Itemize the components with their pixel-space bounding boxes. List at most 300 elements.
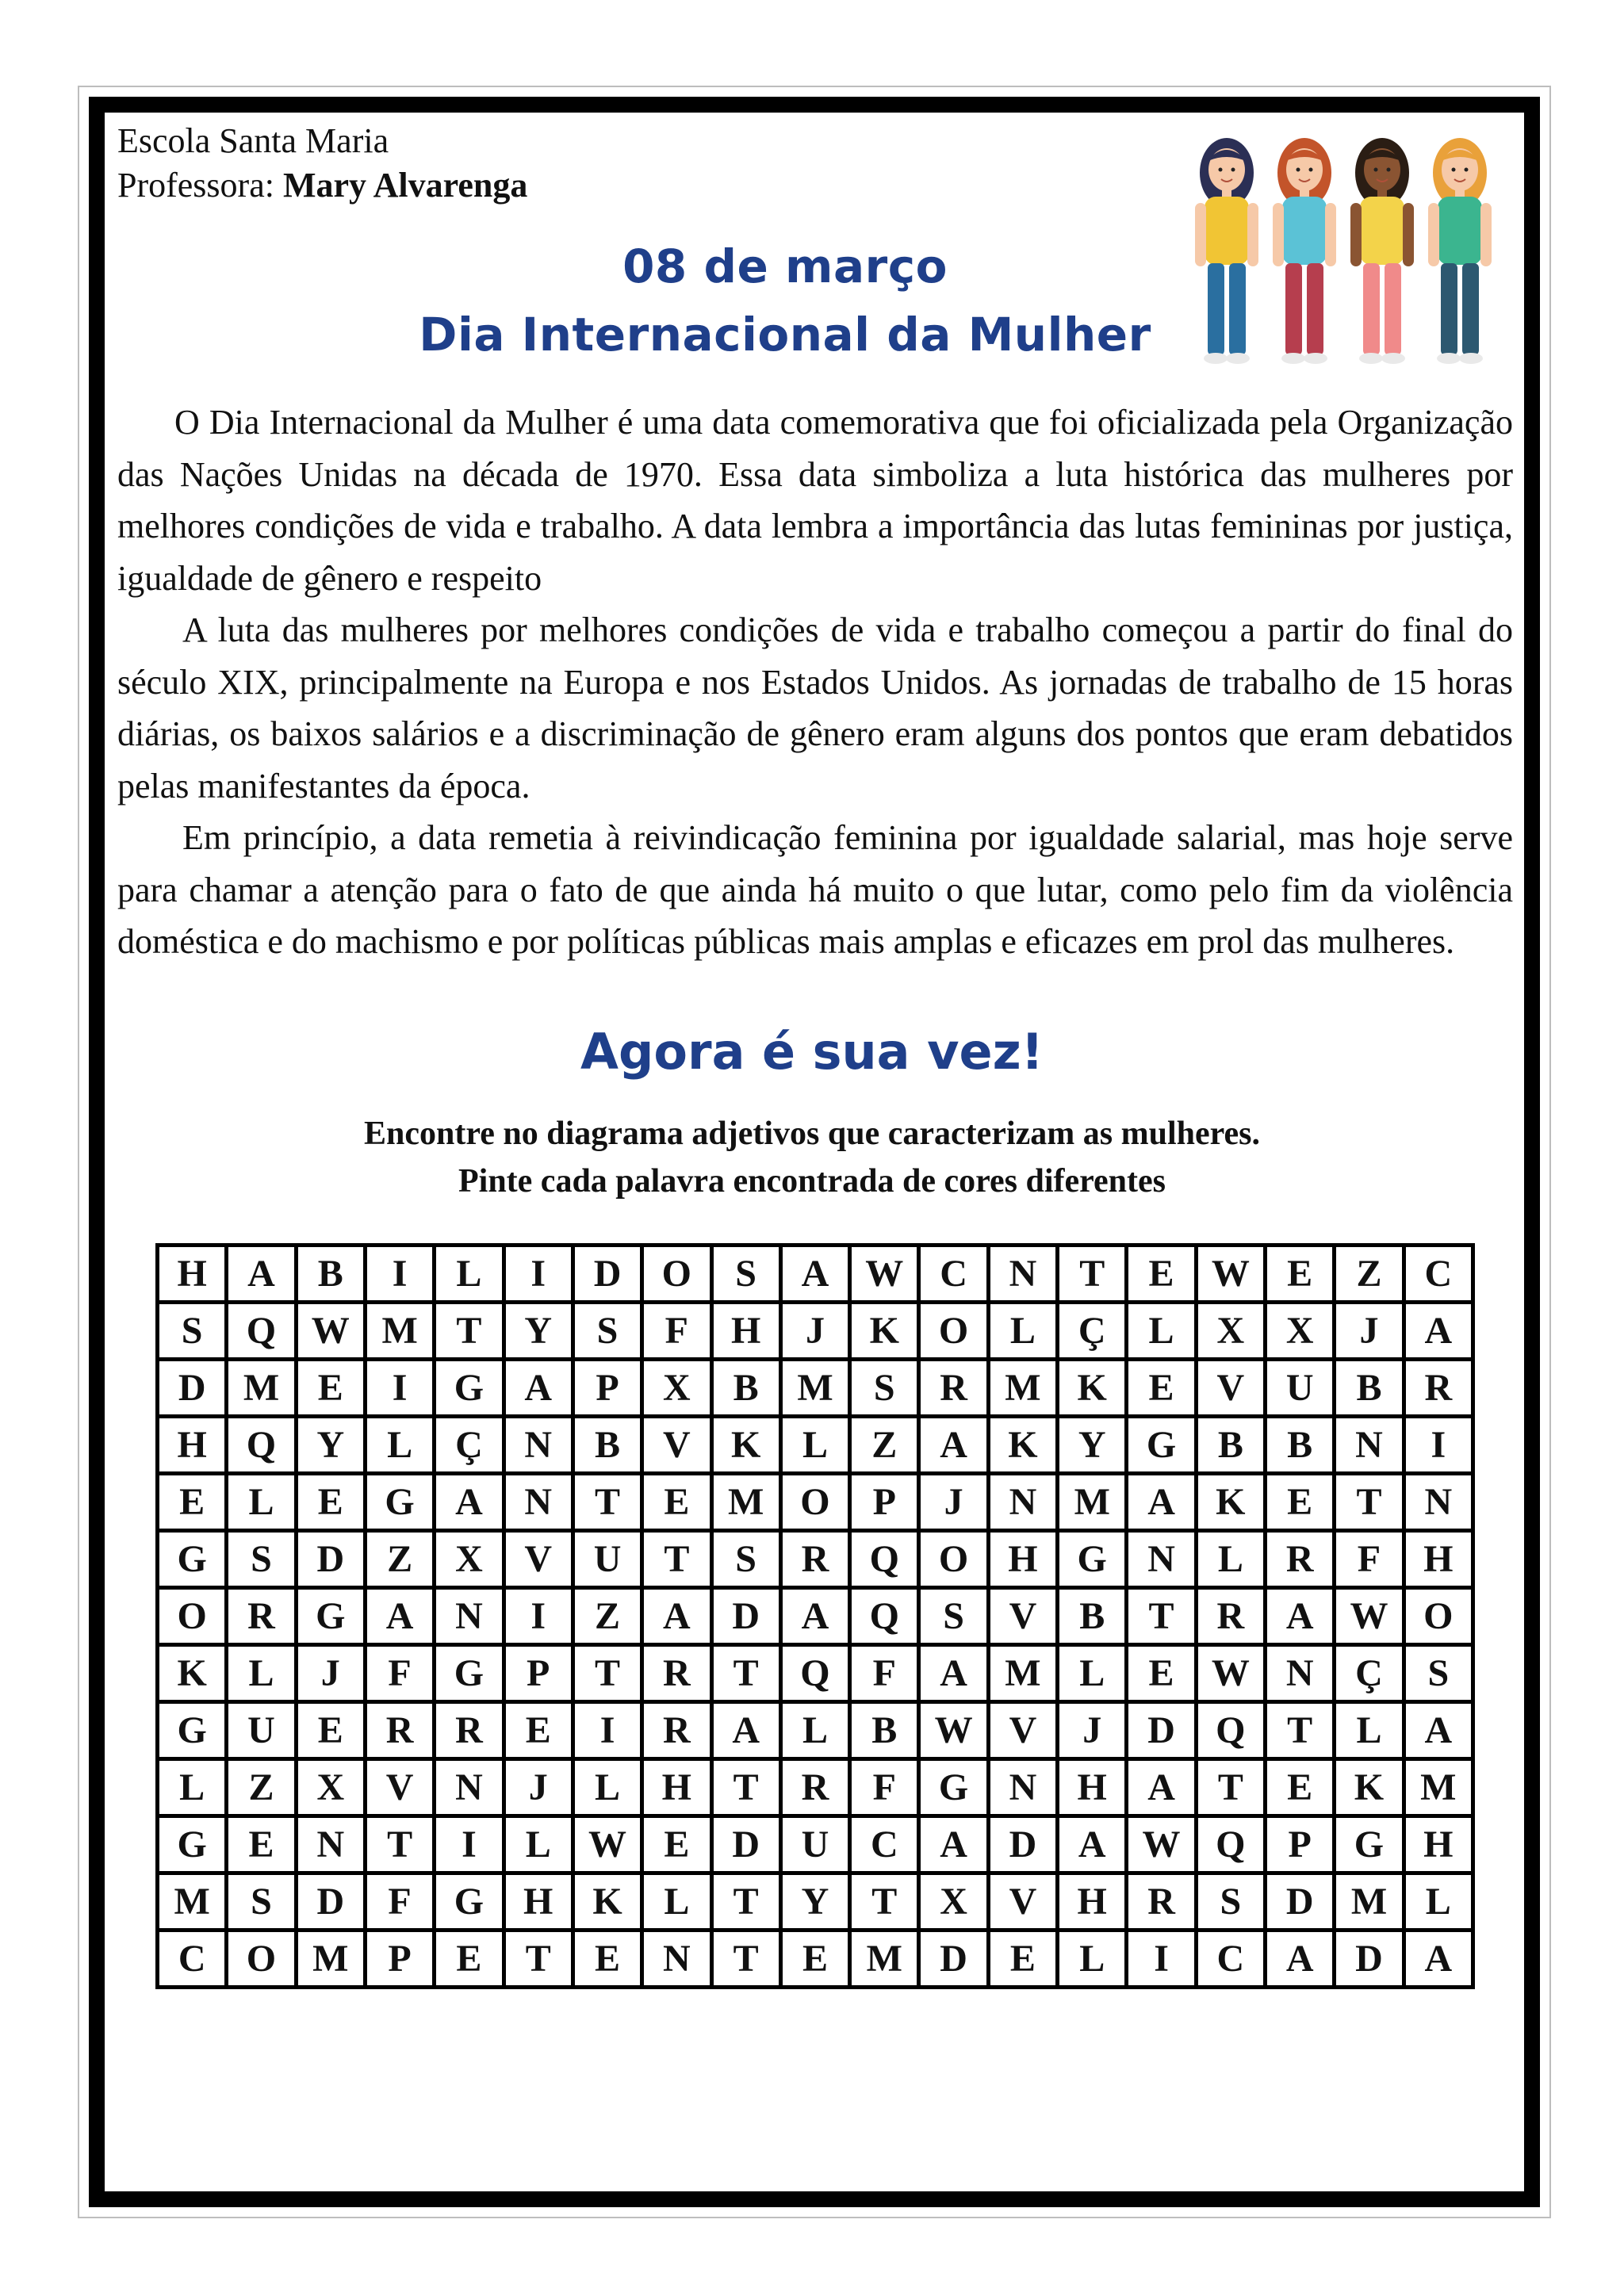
grid-letter[interactable]: P	[365, 1931, 434, 1988]
grid-letter[interactable]: E	[158, 1474, 227, 1531]
grid-letter[interactable]: E	[296, 1474, 365, 1531]
grid-letter[interactable]: N	[435, 1759, 504, 1816]
grid-letter[interactable]: Q	[227, 1417, 296, 1474]
grid-letter[interactable]: M	[1058, 1474, 1127, 1531]
grid-letter[interactable]: L	[1404, 1873, 1473, 1931]
grid-letter[interactable]: B	[1266, 1417, 1335, 1474]
grid-letter[interactable]: H	[1058, 1759, 1127, 1816]
grid-letter[interactable]: N	[642, 1931, 711, 1988]
paragraph: O Dia Internacional da Mulher é uma data comemorativa que foi oficializada pela Organização das Nações Unidas na década de 1970. Essa data simboliza a luta histórica das mulheres por melhores condições de vida e trabalho. A data lembra a importância das lutas femininas por justiça, igualdade de gênero e respeito	[117, 403, 1513, 598]
grid-letter[interactable]: A	[711, 1702, 780, 1759]
grid-letter[interactable]: B	[1196, 1417, 1265, 1474]
grid-letter[interactable]: A	[227, 1246, 296, 1303]
grid-letter[interactable]: G	[1335, 1816, 1404, 1873]
grid-letter[interactable]: K	[1335, 1759, 1404, 1816]
grid-letter[interactable]: B	[1058, 1588, 1127, 1645]
teacher-line	[117, 163, 527, 208]
grid-letter[interactable]: H	[158, 1246, 227, 1303]
grid-letter[interactable]: X	[642, 1360, 711, 1417]
grid-letter[interactable]: P	[573, 1360, 642, 1417]
grid-letter[interactable]: G	[1127, 1417, 1196, 1474]
grid-letter[interactable]: O	[642, 1246, 711, 1303]
grid-letter[interactable]: R	[1196, 1588, 1265, 1645]
grid-letter[interactable]: T	[850, 1873, 919, 1931]
grid-letter[interactable]: V	[1196, 1360, 1265, 1417]
shirt-icon	[1360, 197, 1404, 265]
instruction-line-2: Pinte cada palavra encontrada de cores diferentes	[458, 1163, 1166, 1200]
body-text	[117, 396, 1513, 968]
grid-letter[interactable]: R	[1127, 1873, 1196, 1931]
activity-heading: Agora é sua vez!	[580, 1023, 1044, 1081]
grid-letter[interactable]: L	[988, 1303, 1057, 1360]
shirt-icon	[1438, 197, 1482, 265]
grid-letter[interactable]: J	[780, 1303, 849, 1360]
grid-letter[interactable]: Q	[780, 1645, 849, 1702]
grid-letter[interactable]: O	[158, 1588, 227, 1645]
grid-letter[interactable]: H	[711, 1303, 780, 1360]
grid-letter[interactable]: T	[1058, 1246, 1127, 1303]
grid-letter[interactable]: Q	[1196, 1702, 1265, 1759]
grid-letter[interactable]: B	[296, 1246, 365, 1303]
shoe-icon	[1304, 353, 1327, 364]
grid-letter[interactable]: A	[919, 1417, 988, 1474]
grid-letter[interactable]: S	[711, 1246, 780, 1303]
grid-letter[interactable]: I	[435, 1816, 504, 1873]
grid-letter[interactable]: F	[365, 1873, 434, 1931]
grid-letter[interactable]: H	[158, 1417, 227, 1474]
grid-letter[interactable]: A	[1266, 1588, 1335, 1645]
grid-letter[interactable]: W	[1196, 1645, 1265, 1702]
grid-letter[interactable]: M	[780, 1360, 849, 1417]
grid-letter[interactable]: L	[780, 1417, 849, 1474]
grid-letter[interactable]: P	[504, 1645, 573, 1702]
grid-letter[interactable]: D	[1127, 1702, 1196, 1759]
grid-letter[interactable]: Z	[365, 1531, 434, 1588]
grid-row	[158, 1474, 1473, 1531]
grid-letter[interactable]: E	[435, 1931, 504, 1988]
grid-letter[interactable]: W	[296, 1303, 365, 1360]
grid-letter[interactable]: L	[1196, 1531, 1265, 1588]
grid-letter[interactable]: N	[1335, 1417, 1404, 1474]
grid-letter[interactable]: H	[1404, 1531, 1473, 1588]
grid-letter[interactable]: S	[573, 1303, 642, 1360]
grid-letter[interactable]: T	[435, 1303, 504, 1360]
grid-letter[interactable]: I	[504, 1246, 573, 1303]
grid-letter[interactable]: T	[1266, 1702, 1335, 1759]
shoe-icon	[1359, 353, 1383, 364]
grid-letter[interactable]: E	[227, 1816, 296, 1873]
grid-letter[interactable]: D	[1335, 1931, 1404, 1988]
paragraph: Em princípio, a data remetia à reivindicação feminina por igualdade salarial, mas hoje serve para chamar a atenção para o fato de que ainda há muito o que lutar, como pelo fim da violência doméstica e do machismo e por políticas públicas mais amplas e eficazes em prol das mulheres.	[117, 818, 1513, 961]
grid-letter[interactable]: V	[504, 1531, 573, 1588]
leg-icon	[1462, 263, 1479, 355]
grid-letter[interactable]: X	[1266, 1303, 1335, 1360]
grid-letter[interactable]: A	[1127, 1759, 1196, 1816]
grid-letter[interactable]: B	[573, 1417, 642, 1474]
grid-row	[158, 1417, 1473, 1474]
grid-letter[interactable]: I	[573, 1702, 642, 1759]
grid-letter[interactable]: E	[504, 1702, 573, 1759]
grid-letter[interactable]: E	[642, 1816, 711, 1873]
grid-letter[interactable]: T	[1196, 1759, 1265, 1816]
grid-letter[interactable]: P	[850, 1474, 919, 1531]
grid-letter[interactable]: R	[642, 1645, 711, 1702]
grid-letter[interactable]: E	[1266, 1246, 1335, 1303]
grid-letter[interactable]: M	[365, 1303, 434, 1360]
grid-letter[interactable]: T	[573, 1474, 642, 1531]
grid-letter[interactable]: B	[850, 1702, 919, 1759]
grid-letter[interactable]: H	[1058, 1873, 1127, 1931]
grid-letter[interactable]: G	[435, 1873, 504, 1931]
grid-letter[interactable]: A	[780, 1588, 849, 1645]
grid-letter[interactable]: V	[988, 1873, 1057, 1931]
grid-letter[interactable]: C	[158, 1931, 227, 1988]
grid-letter[interactable]: G	[158, 1702, 227, 1759]
grid-letter[interactable]: G	[1058, 1531, 1127, 1588]
grid-letter[interactable]: T	[642, 1531, 711, 1588]
grid-letter[interactable]: H	[988, 1531, 1057, 1588]
grid-letter[interactable]: I	[1404, 1417, 1473, 1474]
eye-icon	[1309, 168, 1313, 172]
grid-letter[interactable]: Ç	[1058, 1303, 1127, 1360]
grid-letter[interactable]: Q	[850, 1588, 919, 1645]
grid-letter[interactable]: N	[504, 1474, 573, 1531]
grid-letter[interactable]: T	[573, 1645, 642, 1702]
grid-letter[interactable]: D	[573, 1246, 642, 1303]
grid-letter[interactable]: N	[988, 1759, 1057, 1816]
grid-letter[interactable]: R	[365, 1702, 434, 1759]
grid-letter[interactable]: Y	[504, 1303, 573, 1360]
grid-letter[interactable]: U	[780, 1816, 849, 1873]
arm-icon	[1325, 203, 1336, 266]
grid-letter[interactable]: D	[296, 1531, 365, 1588]
grid-letter[interactable]: N	[1266, 1645, 1335, 1702]
grid-letter[interactable]: H	[504, 1873, 573, 1931]
grid-row	[158, 1759, 1473, 1816]
grid-row	[158, 1303, 1473, 1360]
grid-letter[interactable]: O	[780, 1474, 849, 1531]
grid-letter[interactable]: G	[158, 1531, 227, 1588]
grid-letter[interactable]: U	[1266, 1360, 1335, 1417]
grid-letter[interactable]: S	[1196, 1873, 1265, 1931]
grid-letter[interactable]: K	[573, 1873, 642, 1931]
grid-letter[interactable]: R	[1266, 1531, 1335, 1588]
grid-letter[interactable]: B	[1335, 1360, 1404, 1417]
grid-letter[interactable]: L	[780, 1702, 849, 1759]
grid-letter[interactable]: N	[988, 1474, 1057, 1531]
grid-letter[interactable]: M	[850, 1931, 919, 1988]
grid-letter[interactable]: L	[435, 1246, 504, 1303]
grid-letter[interactable]: M	[988, 1360, 1057, 1417]
grid-letter[interactable]: A	[435, 1474, 504, 1531]
grid-letter[interactable]: A	[1404, 1702, 1473, 1759]
leg-icon	[1307, 263, 1323, 355]
grid-letter[interactable]: I	[365, 1246, 434, 1303]
grid-letter[interactable]: I	[504, 1588, 573, 1645]
arm-icon	[1273, 203, 1284, 266]
grid-letter[interactable]: V	[988, 1702, 1057, 1759]
grid-letter[interactable]: D	[1266, 1873, 1335, 1931]
grid-letter[interactable]: G	[435, 1645, 504, 1702]
shoe-icon	[1381, 353, 1405, 364]
grid-letter[interactable]: M	[158, 1873, 227, 1931]
grid-letter[interactable]: R	[1404, 1360, 1473, 1417]
grid-letter[interactable]: O	[1404, 1588, 1473, 1645]
grid-letter[interactable]: A	[504, 1360, 573, 1417]
grid-letter[interactable]: N	[504, 1417, 573, 1474]
grid-letter[interactable]: E	[988, 1931, 1057, 1988]
shoe-icon	[1459, 353, 1483, 364]
grid-letter[interactable]: F	[850, 1759, 919, 1816]
grid-letter[interactable]: W	[1196, 1246, 1265, 1303]
arm-icon	[1480, 203, 1492, 266]
title-main: Dia Internacional da Mulher	[419, 308, 1151, 362]
shirt-icon	[1282, 197, 1327, 265]
grid-letter[interactable]: T	[1335, 1474, 1404, 1531]
grid-letter[interactable]: A	[1058, 1816, 1127, 1873]
grid-letter[interactable]: Q	[227, 1303, 296, 1360]
grid-letter[interactable]: R	[780, 1531, 849, 1588]
grid-letter[interactable]: Z	[573, 1588, 642, 1645]
grid-letter[interactable]: A	[919, 1816, 988, 1873]
paragraph: A luta das mulheres por melhores condições de vida e trabalho começou a partir do final do século XIX, principalmente na Europa e nos Estados Unidos. As jornadas de trabalho de 15 horas diárias, os baixos salários e a discriminação de gênero eram alguns dos pontos que eram debatidos pelas manifestantes da época.	[117, 610, 1513, 806]
grid-letter[interactable]: Q	[850, 1531, 919, 1588]
grid-letter[interactable]: M	[711, 1474, 780, 1531]
grid-letter[interactable]: E	[1127, 1360, 1196, 1417]
eye-icon	[1465, 168, 1469, 172]
grid-letter[interactable]: D	[988, 1816, 1057, 1873]
grid-letter[interactable]: A	[365, 1588, 434, 1645]
grid-letter[interactable]: S	[227, 1531, 296, 1588]
grid-row	[158, 1645, 1473, 1702]
grid-letter[interactable]: P	[1266, 1816, 1335, 1873]
grid-letter[interactable]: U	[227, 1702, 296, 1759]
grid-letter[interactable]: E	[780, 1931, 849, 1988]
grid-letter[interactable]: J	[504, 1759, 573, 1816]
grid-letter[interactable]: M	[296, 1931, 365, 1988]
grid-letter[interactable]: H	[642, 1759, 711, 1816]
grid-letter[interactable]: U	[573, 1531, 642, 1588]
grid-letter[interactable]: D	[711, 1588, 780, 1645]
grid-letter[interactable]: Z	[1335, 1246, 1404, 1303]
grid-letter[interactable]: I	[365, 1360, 434, 1417]
grid-letter[interactable]: R	[919, 1360, 988, 1417]
grid-letter[interactable]: M	[1404, 1759, 1473, 1816]
grid-letter[interactable]: F	[365, 1645, 434, 1702]
grid-letter[interactable]: Y	[780, 1873, 849, 1931]
grid-row	[158, 1360, 1473, 1417]
grid-letter[interactable]: H	[1404, 1816, 1473, 1873]
leg-icon	[1385, 263, 1401, 355]
grid-letter[interactable]: E	[296, 1360, 365, 1417]
grid-letter[interactable]: L	[1058, 1931, 1127, 1988]
grid-letter[interactable]: B	[711, 1360, 780, 1417]
grid-letter[interactable]: N	[435, 1588, 504, 1645]
grid-letter[interactable]: A	[780, 1246, 849, 1303]
arm-icon	[1350, 203, 1362, 266]
grid-letter[interactable]: Ç	[435, 1417, 504, 1474]
grid-letter[interactable]: D	[919, 1931, 988, 1988]
grid-letter[interactable]: T	[504, 1931, 573, 1988]
grid-letter[interactable]: M	[988, 1645, 1057, 1702]
grid-letter[interactable]: O	[227, 1931, 296, 1988]
grid-letter[interactable]: K	[850, 1303, 919, 1360]
grid-letter[interactable]: A	[1404, 1303, 1473, 1360]
grid-letter[interactable]: D	[711, 1816, 780, 1873]
grid-letter[interactable]: A	[1127, 1474, 1196, 1531]
grid-letter[interactable]: W	[1335, 1588, 1404, 1645]
grid-letter[interactable]: C	[850, 1816, 919, 1873]
instruction-line-1: Encontre no diagrama adjetivos que caracterizam as mulheres.	[364, 1115, 1260, 1152]
grid-letter[interactable]: V	[642, 1417, 711, 1474]
grid-letter[interactable]: E	[1127, 1645, 1196, 1702]
grid-row	[158, 1702, 1473, 1759]
grid-row	[158, 1873, 1473, 1931]
grid-letter[interactable]: N	[988, 1246, 1057, 1303]
grid-letter[interactable]: L	[1127, 1303, 1196, 1360]
grid-letter[interactable]: T	[365, 1816, 434, 1873]
grid-letter[interactable]: K	[988, 1417, 1057, 1474]
grid-letter[interactable]: L	[227, 1474, 296, 1531]
grid-row	[158, 1588, 1473, 1645]
grid-letter[interactable]: E	[1127, 1246, 1196, 1303]
teacher-name: Mary Alvarenga	[282, 166, 528, 205]
grid-letter[interactable]: C	[919, 1246, 988, 1303]
grid-letter[interactable]: J	[1058, 1702, 1127, 1759]
grid-letter[interactable]: O	[919, 1531, 988, 1588]
grid-row	[158, 1531, 1473, 1588]
grid-letter[interactable]: X	[296, 1759, 365, 1816]
shoe-icon	[1281, 353, 1305, 364]
grid-letter[interactable]: J	[296, 1645, 365, 1702]
grid-letter[interactable]: R	[435, 1702, 504, 1759]
grid-letter[interactable]: E	[642, 1474, 711, 1531]
grid-letter[interactable]: Y	[1058, 1417, 1127, 1474]
grid-letter[interactable]: R	[642, 1702, 711, 1759]
eye-icon	[1219, 168, 1223, 172]
grid-letter[interactable]: M	[1335, 1873, 1404, 1931]
grid-letter[interactable]: D	[296, 1873, 365, 1931]
grid-letter[interactable]: K	[1196, 1474, 1265, 1531]
grid-letter[interactable]: T	[1127, 1588, 1196, 1645]
grid-letter[interactable]: I	[1127, 1931, 1196, 1988]
grid-letter[interactable]: R	[227, 1588, 296, 1645]
grid-letter[interactable]: S	[227, 1873, 296, 1931]
grid-letter[interactable]: T	[711, 1645, 780, 1702]
grid-letter[interactable]: X	[435, 1531, 504, 1588]
eye-icon	[1452, 168, 1456, 172]
grid-letter[interactable]: Q	[1196, 1816, 1265, 1873]
grid-letter[interactable]: A	[919, 1645, 988, 1702]
grid-letter[interactable]: R	[780, 1759, 849, 1816]
grid-letter[interactable]: G	[296, 1588, 365, 1645]
grid-letter[interactable]: K	[158, 1645, 227, 1702]
grid-letter[interactable]: E	[1266, 1474, 1335, 1531]
leg-icon	[1441, 263, 1457, 355]
grid-letter[interactable]: Z	[227, 1759, 296, 1816]
grid-letter[interactable]: F	[642, 1303, 711, 1360]
header	[117, 119, 527, 208]
grid-letter[interactable]: G	[435, 1360, 504, 1417]
grid-letter[interactable]: A	[1404, 1931, 1473, 1988]
grid-letter[interactable]: Y	[296, 1417, 365, 1474]
grid-letter[interactable]: T	[711, 1931, 780, 1988]
grid-letter[interactable]: S	[850, 1360, 919, 1417]
grid-letter[interactable]: G	[919, 1759, 988, 1816]
grid-letter[interactable]: X	[1196, 1303, 1265, 1360]
school-name: Escola Santa Maria	[117, 121, 389, 160]
grid-letter[interactable]: J	[919, 1474, 988, 1531]
eye-icon	[1374, 168, 1378, 172]
grid-letter[interactable]: S	[919, 1588, 988, 1645]
grid-letter[interactable]: C	[1404, 1246, 1473, 1303]
grid-letter[interactable]: S	[158, 1303, 227, 1360]
grid-letter[interactable]: W	[850, 1246, 919, 1303]
grid-letter[interactable]: G	[158, 1816, 227, 1873]
shoe-icon	[1437, 353, 1461, 364]
grid-letter[interactable]: W	[919, 1702, 988, 1759]
grid-letter[interactable]: D	[158, 1360, 227, 1417]
grid-letter[interactable]: L	[504, 1816, 573, 1873]
grid-letter[interactable]: L	[1335, 1702, 1404, 1759]
grid-letter[interactable]: W	[1127, 1816, 1196, 1873]
grid-letter[interactable]: J	[1335, 1303, 1404, 1360]
teacher-label: Professora:	[117, 166, 274, 205]
grid-letter[interactable]: G	[365, 1474, 434, 1531]
grid-letter[interactable]: E	[296, 1702, 365, 1759]
grid-letter[interactable]: S	[1404, 1645, 1473, 1702]
grid-letter[interactable]: L	[1058, 1645, 1127, 1702]
grid-letter[interactable]: L	[365, 1417, 434, 1474]
grid-letter[interactable]: W	[573, 1816, 642, 1873]
grid-letter[interactable]: O	[919, 1303, 988, 1360]
grid-letter[interactable]: X	[919, 1873, 988, 1931]
grid-letter[interactable]: V	[365, 1759, 434, 1816]
grid-letter[interactable]: C	[1196, 1931, 1265, 1988]
grid-letter[interactable]: A	[1266, 1931, 1335, 1988]
grid-letter[interactable]: M	[227, 1360, 296, 1417]
arm-icon	[1428, 203, 1439, 266]
title-date: 08 de março	[622, 239, 948, 293]
grid-letter[interactable]: Z	[850, 1417, 919, 1474]
word-search-grid[interactable]	[155, 1243, 1475, 1989]
grid-letter[interactable]: V	[988, 1588, 1057, 1645]
grid-row	[158, 1246, 1473, 1303]
grid-letter[interactable]: Ç	[1335, 1645, 1404, 1702]
grid-letter[interactable]: L	[227, 1645, 296, 1702]
grid-letter[interactable]: N	[296, 1816, 365, 1873]
grid-letter[interactable]: N	[1127, 1531, 1196, 1588]
grid-letter[interactable]: T	[711, 1873, 780, 1931]
grid-letter[interactable]: E	[573, 1931, 642, 1988]
grid-row	[158, 1816, 1473, 1873]
grid-letter[interactable]: K	[711, 1417, 780, 1474]
grid-row	[158, 1931, 1473, 1988]
grid-letter[interactable]: L	[158, 1759, 227, 1816]
grid-letter[interactable]: E	[1266, 1759, 1335, 1816]
grid-letter[interactable]: A	[642, 1588, 711, 1645]
grid-letter[interactable]: L	[642, 1873, 711, 1931]
grid-letter[interactable]: K	[1058, 1360, 1127, 1417]
grid-letter[interactable]: S	[711, 1531, 780, 1588]
grid-letter[interactable]: N	[1404, 1474, 1473, 1531]
grid-letter[interactable]: T	[711, 1759, 780, 1816]
grid-letter[interactable]: L	[573, 1759, 642, 1816]
grid-letter[interactable]: F	[1335, 1531, 1404, 1588]
grid-letter[interactable]: F	[850, 1645, 919, 1702]
eye-icon	[1297, 168, 1300, 172]
eye-icon	[1387, 168, 1391, 172]
